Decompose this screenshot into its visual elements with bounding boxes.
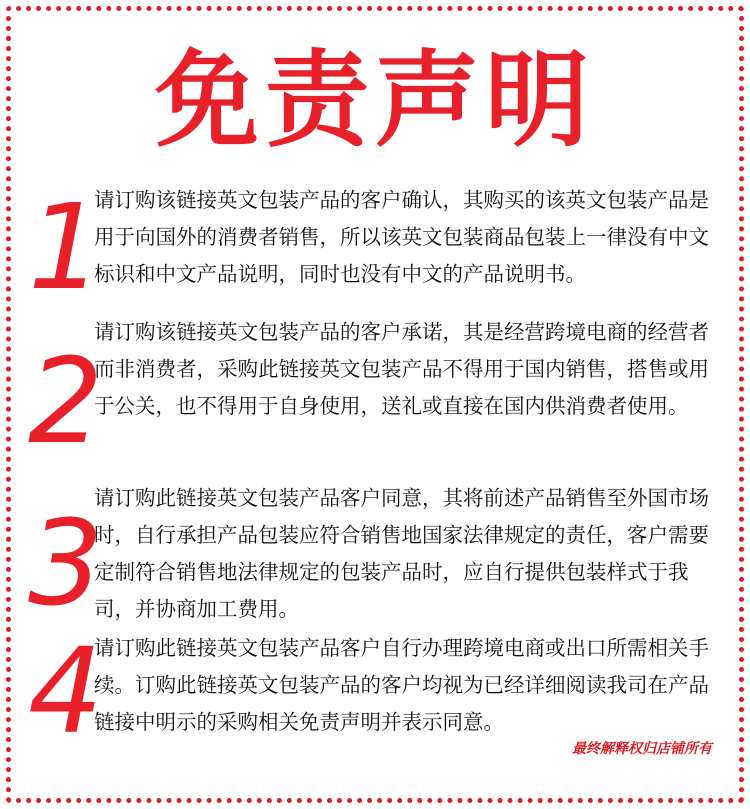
clause-text: 请订购该链接英文包装产品的客户承诺，其是经营跨境电商的经营者而非消费者，采购此链接英文包装产品不得用于国内销售，搭售或用于公关，也不得用于自身使用，送礼或直接在国内供消费者使用。 <box>94 320 709 418</box>
clause-number: 4 <box>28 622 104 760</box>
footer-note: 最终解释权归店铺所有 <box>572 741 712 757</box>
clause-text: 请订购该链接英文包装产品的客户确认，其购买的该英文包装产品是用于向国外的消费者销售，所以该英文包装商品包装上一律没有中文标识和中文产品说明，同时也没有中文的产品说明书。 <box>94 188 709 286</box>
page-title: 免责声明 <box>154 39 595 161</box>
clause-number: 1 <box>28 178 104 316</box>
clause-number: 3 <box>28 494 104 632</box>
clause-text: 请订购此链接英文包装产品客户同意，其将前述产品销售至外国市场时，自行承担产品包装应符合销售地国家法律规定的责任，客户需要定制符合销售地法律规定的包装产品时，应自行提供包装样式于我司，并协商加工费用。 <box>94 486 709 621</box>
clause-text: 请订购此链接英文包装产品客户自行办理跨境电商或出口所需相关手续。订购此链接英文包装产品的客户均视为已经详细阅读我司在产品链接中明示的采购相关免责声明并表示同意。 <box>94 636 709 734</box>
clause-number: 2 <box>28 332 104 470</box>
